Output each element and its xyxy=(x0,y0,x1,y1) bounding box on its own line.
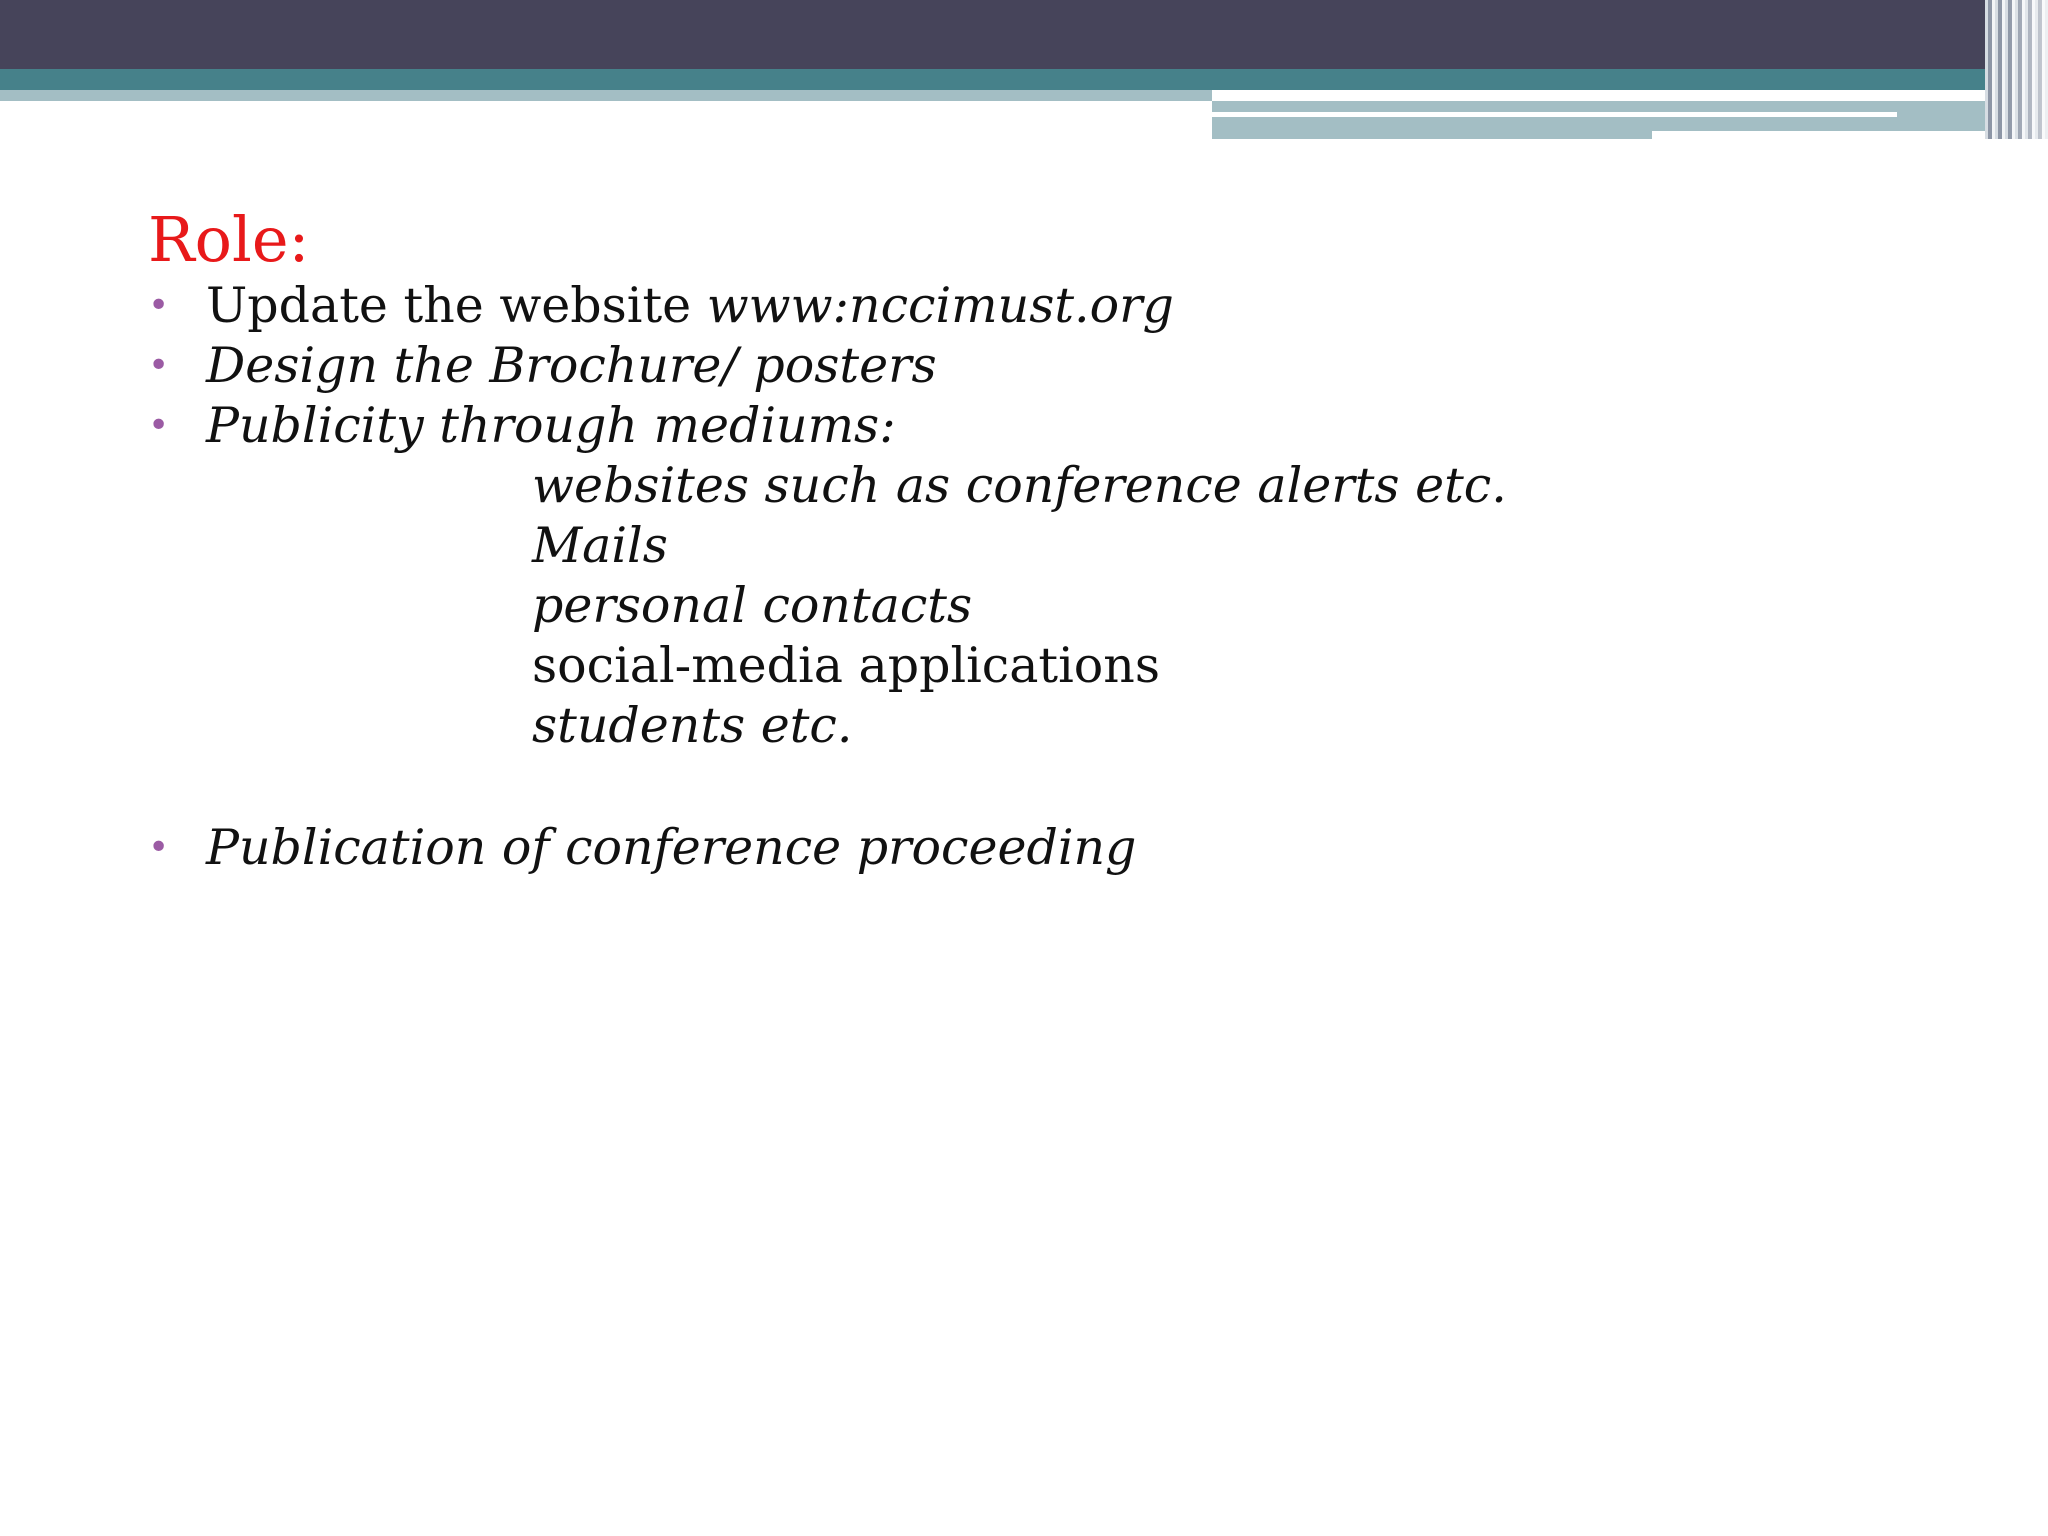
medium-text: personal contacts xyxy=(532,577,973,634)
bullet-icon: • xyxy=(148,345,170,386)
header-accent-notch xyxy=(1652,131,2007,139)
header-accent-line xyxy=(1212,112,1897,117)
medium-item xyxy=(148,696,1948,756)
medium-item xyxy=(148,576,1948,636)
spacer xyxy=(148,756,1948,818)
bullet-item-website xyxy=(148,276,1948,336)
bullet-text: Update the website xyxy=(206,277,707,334)
medium-text: social-media applications xyxy=(532,637,1161,694)
bullet-item-brochure xyxy=(148,336,1948,396)
header-bar-dark xyxy=(0,0,2048,69)
medium-text: Mails xyxy=(532,517,668,574)
medium-item xyxy=(148,636,1948,696)
medium-text: websites such as conference alerts etc. xyxy=(532,457,1507,514)
medium-text: students etc. xyxy=(532,697,853,754)
bullet-list xyxy=(148,276,1948,878)
header-stripes-fade xyxy=(2007,0,2048,139)
header-bar-light xyxy=(0,90,1212,101)
bullet-text: Publicity through mediums: xyxy=(206,397,896,454)
website-link[interactable]: www:nccimust.org xyxy=(706,277,1174,334)
header-bar-teal xyxy=(0,69,2048,90)
bullet-icon: • xyxy=(148,285,170,326)
slide-title: Role: xyxy=(148,203,310,276)
bullet-item-publicity xyxy=(148,396,1948,456)
bullet-icon: • xyxy=(148,405,170,446)
medium-item xyxy=(148,456,1948,516)
bullet-text: Design the Brochure/ posters xyxy=(206,337,937,394)
bullet-item-publication xyxy=(148,818,1948,878)
medium-item xyxy=(148,516,1948,576)
bullet-icon: • xyxy=(148,827,170,868)
bullet-text: Publication of conference proceeding xyxy=(206,819,1137,876)
